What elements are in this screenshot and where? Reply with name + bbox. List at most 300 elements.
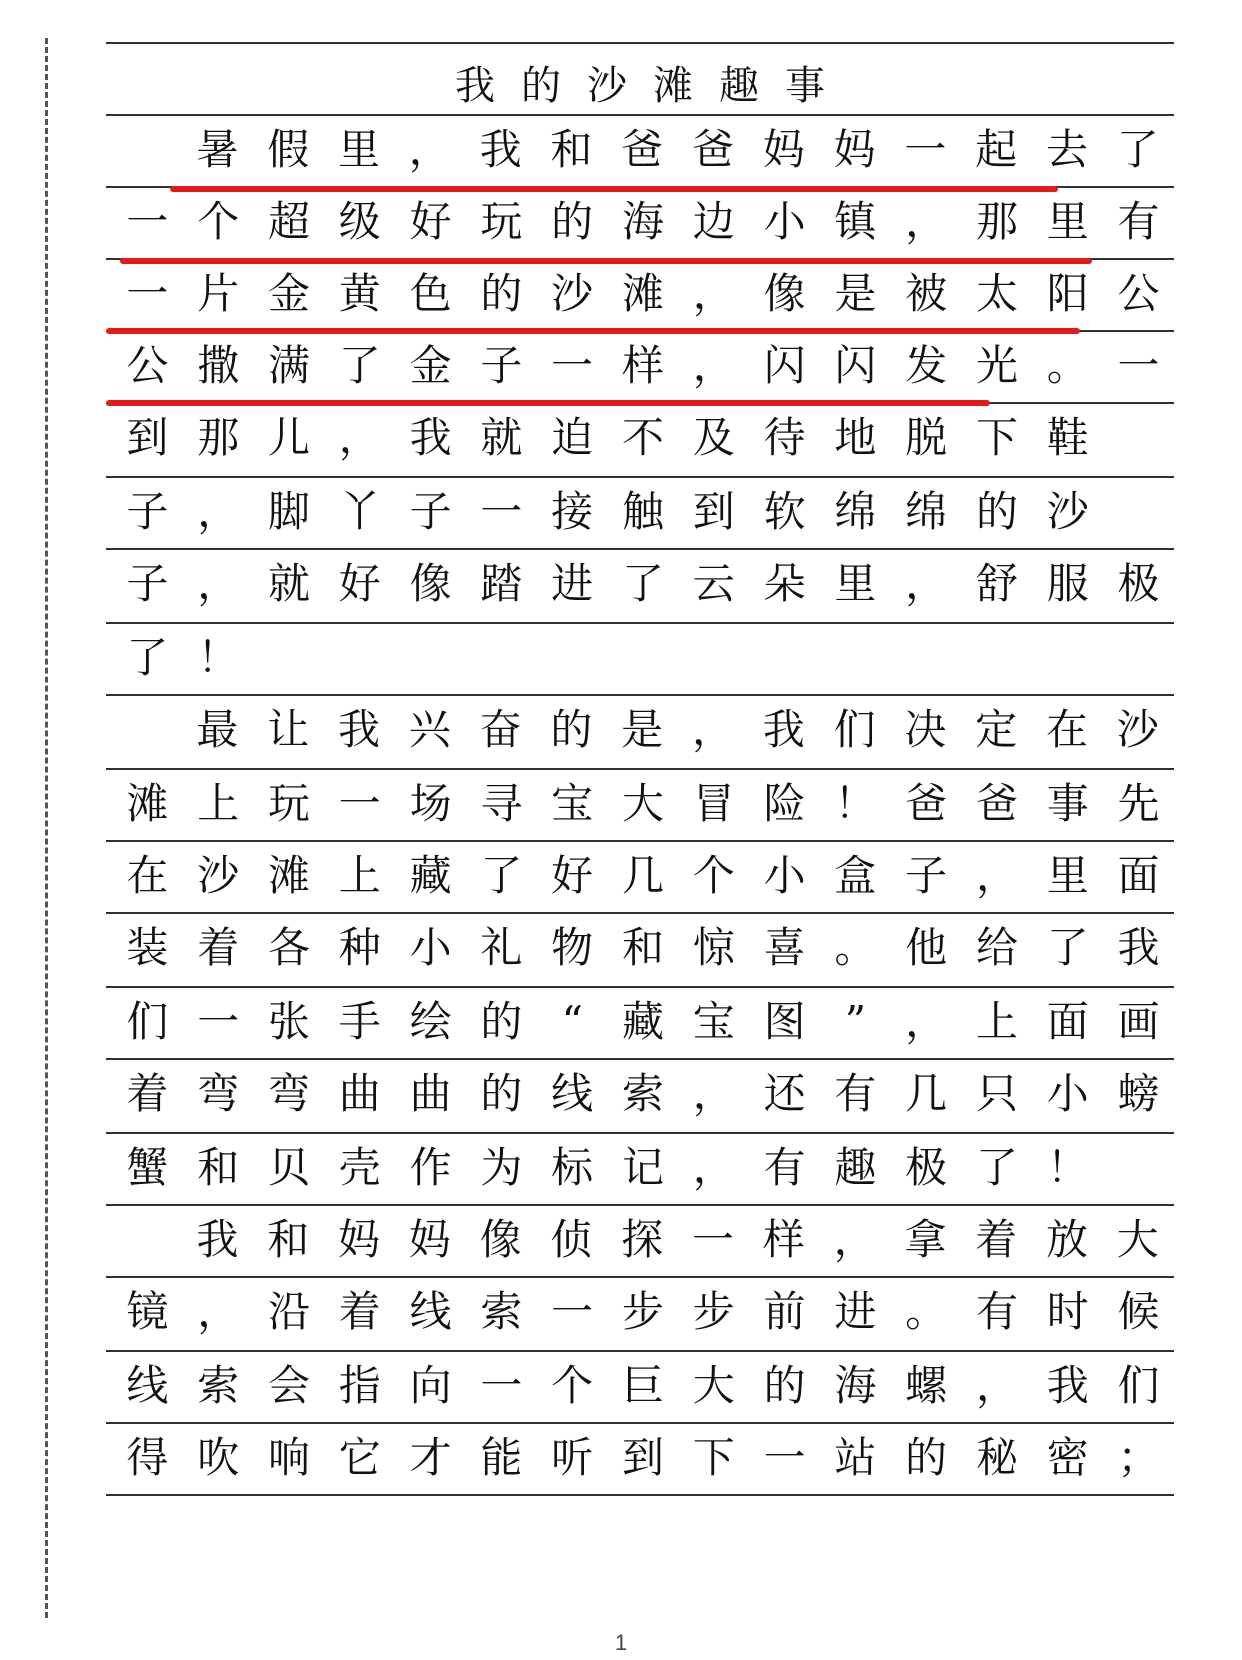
handwritten-char: 舒 — [975, 559, 1018, 608]
handwritten-char: 和 — [621, 923, 664, 972]
handwritten-char: 索 — [480, 1287, 523, 1336]
handwritten-char: 了 — [975, 1143, 1018, 1192]
handwritten-char: 巨 — [621, 1361, 664, 1410]
handwritten-char: 样 — [762, 1215, 805, 1264]
handwritten-char: 我 — [1046, 1361, 1089, 1410]
handwritten-char: 下 — [692, 1433, 735, 1482]
handwritten-char: 贝 — [267, 1143, 310, 1192]
handwritten-char: 还 — [763, 1069, 806, 1118]
handwritten-char: 像 — [409, 559, 452, 608]
handwritten-char: 和 — [550, 125, 593, 174]
handwritten-char: 场 — [409, 779, 452, 828]
handwritten-char: 极 — [1117, 559, 1160, 608]
handwritten-char: 最 — [196, 705, 239, 754]
handwritten-char: 海 — [621, 197, 664, 246]
handwritten-char: 壳 — [338, 1143, 381, 1192]
handwritten-char: 地 — [834, 413, 877, 462]
handwritten-char: 小 — [763, 197, 806, 246]
handwritten-char: 就 — [267, 559, 310, 608]
handwritten-char: 玩 — [267, 779, 310, 828]
handwritten-char: 和 — [197, 1143, 240, 1192]
handwritten-char: 被 — [905, 269, 948, 318]
handwritten-char: 镇 — [834, 197, 877, 246]
handwritten-char: 待 — [763, 413, 806, 462]
handwritten-char: 能 — [480, 1433, 523, 1482]
handwritten-char: 好 — [338, 559, 381, 608]
handwritten-char: 鞋 — [1046, 413, 1089, 462]
handwritten-char: 响 — [267, 1433, 310, 1482]
handwritten-char: ， — [338, 413, 381, 462]
handwritten-char: 大 — [692, 1361, 735, 1410]
handwritten-char: 给 — [975, 923, 1018, 972]
handwritten-char: 们 — [833, 705, 876, 754]
handwritten-char: 各 — [267, 923, 310, 972]
handwritten-char: 里 — [834, 559, 877, 608]
handwritten-char: ， — [408, 125, 451, 174]
handwritten-char: 藏 — [409, 851, 452, 900]
handwritten-char: 有 — [1117, 197, 1160, 246]
text-line — [112, 1351, 1174, 1421]
handwritten-char: ， — [975, 1361, 1018, 1410]
handwritten-char: 着 — [338, 1287, 381, 1336]
handwritten-char: 得 — [126, 1433, 169, 1482]
handwritten-char: 个 — [692, 851, 735, 900]
handwritten-char: 只 — [975, 1069, 1018, 1118]
handwritten-char: 云 — [692, 559, 735, 608]
text-line — [112, 1277, 1174, 1347]
essay-title — [106, 52, 1174, 120]
handwritten-char: 我 — [409, 413, 452, 462]
handwritten-char: 触 — [621, 487, 664, 536]
handwritten-char: 及 — [692, 413, 735, 462]
handwritten-char: 上 — [338, 851, 381, 900]
title-char: 我 — [455, 63, 495, 109]
handwritten-char: 我 — [337, 705, 380, 754]
handwritten-char: ！ — [1046, 1143, 1089, 1192]
handwritten-char: 好 — [551, 851, 594, 900]
handwritten-char: 朵 — [763, 559, 806, 608]
handwritten-char: 到 — [621, 1433, 664, 1482]
handwritten-char: 装 — [126, 923, 169, 972]
handwritten-char: 吹 — [197, 1433, 240, 1482]
handwritten-char: 物 — [551, 923, 594, 972]
title-char: 沙 — [587, 63, 627, 109]
handwritten-char: 弯 — [197, 1069, 240, 1118]
handwritten-char: 到 — [126, 413, 169, 462]
text-line — [112, 187, 1174, 257]
handwritten-char: 的 — [550, 705, 593, 754]
handwritten-char: 有 — [763, 1143, 806, 1192]
text-line — [112, 841, 1174, 911]
handwritten-char: 兴 — [408, 705, 451, 754]
handwritten-char: 子 — [409, 487, 452, 536]
text-line — [112, 913, 1174, 983]
handwritten-char: 先 — [1117, 779, 1160, 828]
handwritten-char: ， — [692, 1069, 735, 1118]
handwritten-char: 一 — [338, 779, 381, 828]
handwritten-char: 的 — [480, 269, 523, 318]
handwritten-char: 盒 — [834, 851, 877, 900]
handwritten-char: 极 — [905, 1143, 948, 1192]
text-line — [112, 1059, 1174, 1129]
handwritten-char: 们 — [1117, 1361, 1160, 1410]
handwritten-char: 去 — [1045, 125, 1088, 174]
handwritten-char: 秘 — [975, 1433, 1018, 1482]
handwritten-char: 着 — [126, 1069, 169, 1118]
handwritten-char: 弯 — [267, 1069, 310, 1118]
handwritten-char: 下 — [975, 413, 1018, 462]
handwritten-char: 。 — [834, 923, 877, 972]
handwritten-char: 滩 — [126, 779, 169, 828]
handwritten-char: 的 — [480, 1069, 523, 1118]
handwritten-char: 样 — [621, 341, 664, 390]
handwritten-char: 一 — [691, 1215, 734, 1264]
handwritten-char: 蟹 — [126, 1143, 169, 1192]
handwritten-char: 步 — [692, 1287, 735, 1336]
title-char: 的 — [521, 63, 561, 109]
handwritten-char: ， — [905, 197, 948, 246]
handwritten-char: 了 — [480, 851, 523, 900]
handwritten-char: 步 — [621, 1287, 664, 1336]
handwritten-char: 线 — [409, 1287, 452, 1336]
handwritten-char: 候 — [1117, 1287, 1160, 1336]
handwritten-char: 到 — [692, 487, 735, 536]
handwritten-char: 起 — [975, 125, 1018, 174]
handwritten-char: 的 — [480, 997, 523, 1046]
handwritten-char: 的 — [905, 1433, 948, 1482]
handwritten-char: 侦 — [550, 1215, 593, 1264]
handwritten-char: 绵 — [834, 487, 877, 536]
handwritten-char: 级 — [338, 197, 381, 246]
handwritten-char: 张 — [267, 997, 310, 1046]
handwritten-char: ！ — [197, 633, 240, 682]
handwritten-char: 丫 — [338, 487, 381, 536]
handwritten-char: 黄 — [338, 269, 381, 318]
handwritten-char: 脱 — [905, 413, 948, 462]
handwritten-char: 。 — [905, 1287, 948, 1336]
handwritten-char: 镜 — [126, 1287, 169, 1336]
text-line — [112, 987, 1174, 1057]
handwritten-char: 子 — [126, 487, 169, 536]
handwritten-char: 太 — [975, 269, 1018, 318]
title-char: 事 — [785, 63, 825, 109]
title-char: 滩 — [653, 63, 693, 109]
handwritten-char: 软 — [763, 487, 806, 536]
handwritten-char: 了 — [1046, 923, 1089, 972]
handwritten-char: 暑 — [196, 125, 239, 174]
handwritten-char: 藏 — [621, 997, 664, 1046]
handwritten-char: 绵 — [905, 487, 948, 536]
handwritten-char: 假 — [267, 125, 310, 174]
handwritten-char: 滩 — [267, 851, 310, 900]
text-line — [112, 331, 1174, 401]
handwritten-char: 滩 — [621, 269, 664, 318]
handwritten-char: 小 — [409, 923, 452, 972]
ruled-line — [106, 622, 1174, 624]
handwritten-char: 接 — [551, 487, 594, 536]
handwritten-char: 趣 — [834, 1143, 877, 1192]
text-line — [112, 623, 254, 693]
handwritten-char: 为 — [480, 1143, 523, 1192]
handwritten-char: 密 — [1046, 1433, 1089, 1482]
red-underline — [120, 258, 1092, 264]
handwritten-char: 图 — [763, 997, 806, 1046]
handwritten-char: 满 — [267, 341, 310, 390]
handwritten-char: 那 — [197, 413, 240, 462]
handwritten-char: ； — [1117, 1433, 1160, 1482]
handwritten-char: 有 — [975, 1287, 1018, 1336]
handwritten-char: 爸 — [975, 779, 1018, 828]
handwritten-char: 小 — [763, 851, 806, 900]
handwritten-char: 沿 — [267, 1287, 310, 1336]
handwritten-char: 妈 — [337, 1215, 380, 1264]
text-line — [112, 549, 1174, 619]
handwritten-char: 我 — [762, 705, 805, 754]
handwritten-char: 玩 — [480, 197, 523, 246]
handwritten-char: 险 — [763, 779, 806, 828]
binding-margin-line — [45, 38, 48, 1618]
handwritten-char: 线 — [551, 1069, 594, 1118]
text-line — [112, 1133, 1103, 1203]
handwritten-char: 一 — [480, 487, 523, 536]
handwritten-char: 听 — [551, 1433, 594, 1482]
handwritten-char: ” — [844, 997, 867, 1046]
handwritten-char: 绘 — [409, 997, 452, 1046]
handwritten-char: 妈 — [762, 125, 805, 174]
handwritten-char: 的 — [763, 1361, 806, 1410]
handwritten-char: 我 — [1117, 923, 1160, 972]
handwritten-char: 他 — [905, 923, 948, 972]
handwritten-char: 脚 — [267, 487, 310, 536]
handwritten-char: 冒 — [692, 779, 735, 828]
handwritten-char: ， — [692, 1143, 735, 1192]
handwritten-char: 定 — [975, 705, 1018, 754]
handwritten-char: 色 — [409, 269, 452, 318]
text-line — [112, 403, 1103, 473]
handwritten-char: 个 — [551, 1361, 594, 1410]
handwritten-char: 在 — [1045, 705, 1088, 754]
handwritten-char: 的 — [975, 487, 1018, 536]
text-line — [182, 115, 1173, 185]
page-number: 1 — [614, 1630, 628, 1655]
handwritten-char: 。 — [1046, 341, 1089, 390]
handwritten-char: 一 — [1117, 341, 1160, 390]
handwritten-char: ！ — [834, 779, 877, 828]
handwritten-char: ， — [197, 1287, 240, 1336]
handwritten-char: 宝 — [692, 997, 735, 1046]
handwritten-char: 进 — [834, 1287, 877, 1336]
handwritten-char: 喜 — [763, 923, 806, 972]
handwritten-char: 前 — [763, 1287, 806, 1336]
handwritten-char: 面 — [1046, 997, 1089, 1046]
handwritten-char: 上 — [975, 997, 1018, 1046]
handwritten-char: 闪 — [763, 341, 806, 390]
handwritten-char: 奋 — [479, 705, 522, 754]
handwritten-char: 螺 — [905, 1361, 948, 1410]
text-line — [182, 695, 1173, 765]
handwritten-char: 作 — [409, 1143, 452, 1192]
title-char: 趣 — [719, 63, 759, 109]
handwritten-char: 了 — [338, 341, 381, 390]
text-line — [182, 1205, 1173, 1275]
handwritten-char: 里 — [1046, 197, 1089, 246]
handwritten-char: 放 — [1045, 1215, 1088, 1264]
handwritten-char: ， — [905, 559, 948, 608]
handwritten-char: ， — [905, 997, 948, 1046]
handwritten-char: 里 — [337, 125, 380, 174]
handwritten-char: 一 — [904, 125, 947, 174]
handwritten-char: 螃 — [1117, 1069, 1160, 1118]
handwritten-char: 了 — [621, 559, 664, 608]
handwritten-char: 撒 — [197, 341, 240, 390]
handwritten-char: 记 — [621, 1143, 664, 1192]
handwritten-char: 了 — [126, 633, 169, 682]
handwritten-char: ， — [833, 1215, 876, 1264]
handwritten-char: 礼 — [480, 923, 523, 972]
handwritten-char: 惊 — [692, 923, 735, 972]
text-line — [112, 259, 1174, 329]
handwritten-char: 了 — [1116, 125, 1159, 174]
handwritten-char: ， — [692, 269, 735, 318]
handwritten-char: ， — [197, 487, 240, 536]
handwritten-char: 小 — [1046, 1069, 1089, 1118]
handwritten-char: 种 — [338, 923, 381, 972]
handwritten-char: 几 — [621, 851, 664, 900]
red-underline — [106, 328, 1080, 334]
handwritten-char: 手 — [338, 997, 381, 1046]
handwritten-char: 妈 — [408, 1215, 451, 1264]
text-line — [112, 1423, 1174, 1493]
handwritten-char: 一 — [480, 1361, 523, 1410]
handwritten-char: 那 — [975, 197, 1018, 246]
handwritten-char: 超 — [267, 197, 310, 246]
handwritten-char: 光 — [975, 341, 1018, 390]
handwritten-char: 海 — [834, 1361, 877, 1410]
handwritten-char: 一 — [126, 269, 169, 318]
handwritten-char: 它 — [338, 1433, 381, 1482]
handwritten-char: ， — [975, 851, 1018, 900]
handwritten-char: 指 — [338, 1361, 381, 1410]
handwritten-char: 决 — [904, 705, 947, 754]
handwritten-char: 一 — [126, 197, 169, 246]
ruled-line — [106, 42, 1174, 44]
handwritten-char: 沙 — [551, 269, 594, 318]
handwritten-char: 爸 — [691, 125, 734, 174]
handwritten-char: 公 — [1117, 269, 1160, 318]
handwritten-char: 我 — [196, 1215, 239, 1264]
handwritten-char: 上 — [197, 779, 240, 828]
text-line — [112, 769, 1174, 839]
handwritten-char: 不 — [621, 413, 664, 462]
handwritten-char: 子 — [905, 851, 948, 900]
handwritten-char: 的 — [551, 197, 594, 246]
handwritten-char: 才 — [409, 1433, 452, 1482]
handwritten-char: 向 — [409, 1361, 452, 1410]
handwritten-char: 沙 — [197, 851, 240, 900]
handwritten-char: 拿 — [904, 1215, 947, 1264]
handwritten-char: 发 — [905, 341, 948, 390]
handwritten-char: 片 — [197, 269, 240, 318]
handwritten-char: 好 — [409, 197, 452, 246]
handwritten-char: 着 — [197, 923, 240, 972]
handwritten-char: 个 — [197, 197, 240, 246]
handwritten-char: 是 — [621, 705, 664, 754]
handwritten-char: 子 — [126, 559, 169, 608]
handwritten-char: 大 — [1116, 1215, 1159, 1264]
handwritten-char: 时 — [1046, 1287, 1089, 1336]
handwritten-char: 踏 — [480, 559, 523, 608]
handwritten-char: 一 — [763, 1433, 806, 1482]
handwritten-char: 事 — [1046, 779, 1089, 828]
handwritten-char: 大 — [621, 779, 664, 828]
handwritten-char: 像 — [479, 1215, 522, 1264]
red-underline — [106, 400, 990, 406]
handwritten-char: ， — [691, 705, 734, 754]
red-underline — [170, 186, 1058, 192]
handwritten-char: 会 — [267, 1361, 310, 1410]
handwritten-char: 沙 — [1116, 705, 1159, 754]
handwritten-char: 曲 — [338, 1069, 381, 1118]
handwritten-char: 着 — [975, 1215, 1018, 1264]
handwritten-char: 子 — [480, 341, 523, 390]
handwritten-char: 索 — [197, 1361, 240, 1410]
handwritten-char: “ — [561, 997, 583, 1046]
handwritten-char: 有 — [834, 1069, 877, 1118]
handwritten-char: ， — [692, 341, 735, 390]
handwritten-char: 里 — [1046, 851, 1089, 900]
handwritten-char: 金 — [267, 269, 310, 318]
handwritten-char: 阳 — [1046, 269, 1089, 318]
handwritten-char: 一 — [551, 1287, 594, 1336]
handwritten-char: 迫 — [551, 413, 594, 462]
handwritten-char: 让 — [267, 705, 310, 754]
handwritten-char: 像 — [763, 269, 806, 318]
handwritten-char: 们 — [126, 997, 169, 1046]
handwritten-char: 儿 — [267, 413, 310, 462]
handwritten-char: 是 — [834, 269, 877, 318]
handwritten-char: ， — [197, 559, 240, 608]
handwritten-char: 沙 — [1046, 487, 1089, 536]
handwritten-char: 面 — [1117, 851, 1160, 900]
handwritten-char: 我 — [479, 125, 522, 174]
handwritten-char: 曲 — [409, 1069, 452, 1118]
handwritten-char: 标 — [551, 1143, 594, 1192]
handwritten-char: 服 — [1046, 559, 1089, 608]
text-line — [112, 477, 1103, 547]
handwritten-char: 一 — [551, 341, 594, 390]
handwritten-char: 几 — [905, 1069, 948, 1118]
handwritten-char: 探 — [621, 1215, 664, 1264]
handwritten-char: 寻 — [480, 779, 523, 828]
handwritten-char: 爸 — [621, 125, 664, 174]
handwritten-char: 线 — [126, 1361, 169, 1410]
handwritten-char: 一 — [197, 997, 240, 1046]
ruled-line — [106, 1494, 1174, 1496]
handwritten-char: 公 — [126, 341, 169, 390]
handwritten-char: 金 — [409, 341, 452, 390]
handwritten-char: 宝 — [551, 779, 594, 828]
handwritten-char: 边 — [692, 197, 735, 246]
handwritten-char: 爸 — [905, 779, 948, 828]
handwritten-char: 站 — [834, 1433, 877, 1482]
handwritten-char: 就 — [480, 413, 523, 462]
handwritten-char: 画 — [1117, 997, 1160, 1046]
handwritten-char: 妈 — [833, 125, 876, 174]
handwritten-char: 在 — [126, 851, 169, 900]
handwritten-char: 和 — [267, 1215, 310, 1264]
handwritten-char: 闪 — [834, 341, 877, 390]
handwritten-char: 索 — [621, 1069, 664, 1118]
